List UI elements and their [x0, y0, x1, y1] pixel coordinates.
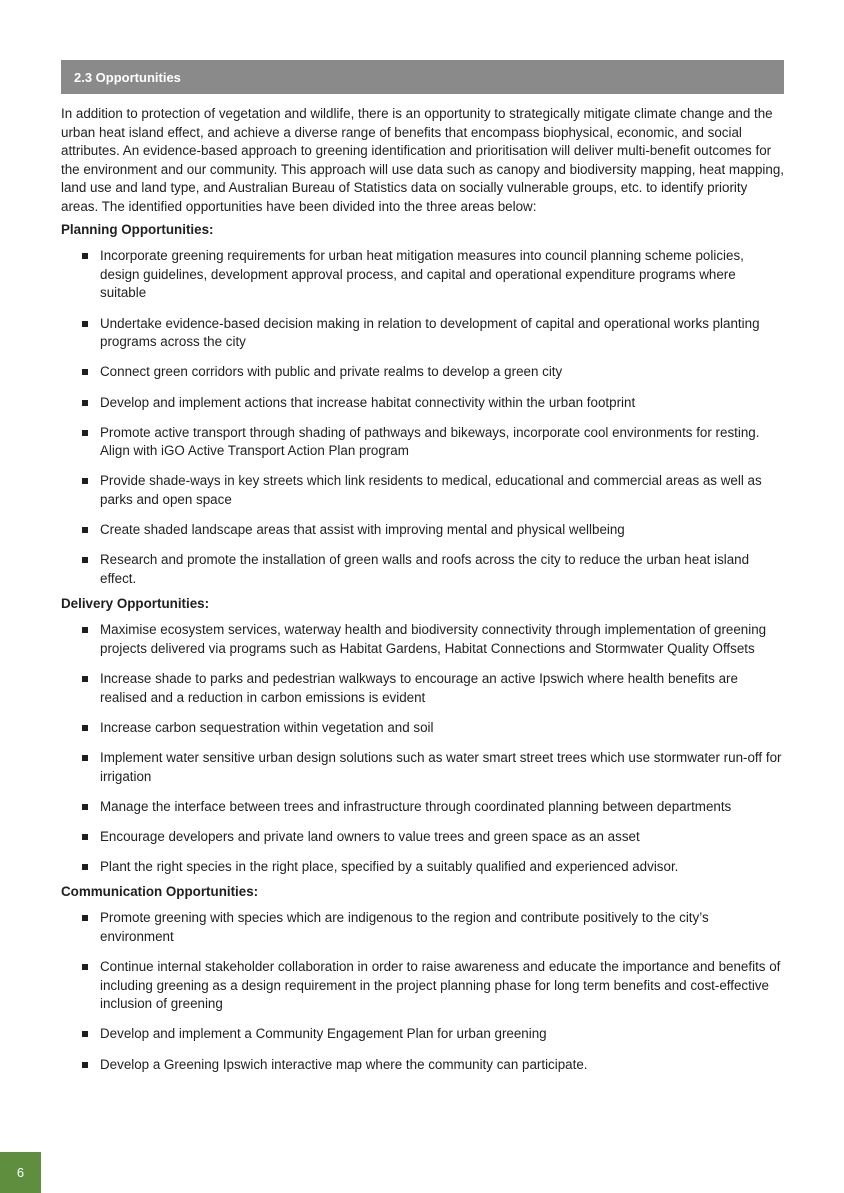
list-item: Develop a Greening Ipswich interactive map where the community can participate.	[61, 1056, 785, 1075]
list-item: Develop and implement a Community Engagement Plan for urban greening	[61, 1025, 785, 1044]
list-item: Incorporate greening requirements for urban heat mitigation measures into council planning scheme policies, design guidelines, development approval process, and capital and operational expenditure programs where suitable	[61, 247, 785, 303]
planning-list	[61, 247, 785, 588]
list-item: Undertake evidence-based decision making in relation to development of capital and operational works planting programs across the city	[61, 315, 785, 352]
intro-paragraph: In addition to protection of vegetation and wildlife, there is an opportunity to strategically mitigate climate change and the urban heat island effect, and achieve a diverse range of benefits that encompass biophysical, economic, and social attributes. An evidence-based approach to greening identification and prioritisation will deliver multi-benefit outcomes for the environment and our community. This approach will use data such as canopy and biodiversity mapping, heat mapping, land use and land type, and Australian Bureau of Statistics data on socially vulnerable groups, etc. to identify priority areas. The identified opportunities have been divided into the three areas below:	[61, 106, 785, 214]
list-item: Increase carbon sequestration within vegetation and soil	[61, 719, 785, 738]
page-number-badge	[0, 1152, 41, 1193]
page-number: 6	[16, 1165, 25, 1180]
list-item: Increase shade to parks and pedestrian walkways to encourage an active Ipswich where health benefits are realised and a reduction in carbon emissions is evident	[61, 670, 785, 707]
section-title: 2.3 Opportunities	[74, 69, 181, 85]
list-item: Research and promote the installation of green walls and roofs across the city to reduce the urban heat island effect.	[61, 551, 785, 588]
list-item: Promote greening with species which are indigenous to the region and contribute positively to the city’s environment	[61, 909, 785, 946]
communication-heading: Communication Opportunities:	[61, 883, 259, 899]
list-item: Connect green corridors with public and private realms to develop a green city	[61, 363, 785, 382]
page-content	[61, 105, 785, 1086]
planning-heading: Planning Opportunities:	[61, 221, 214, 237]
list-item: Continue internal stakeholder collaboration in order to raise awareness and educate the importance and benefits of including greening as a design requirement in the project planning phase for long term benefits and cost-effective inclusion of greening	[61, 958, 785, 1014]
delivery-heading: Delivery Opportunities:	[61, 595, 210, 611]
list-item: Create shaded landscape areas that assist with improving mental and physical wellbeing	[61, 521, 785, 540]
list-item: Provide shade-ways in key streets which link residents to medical, educational and commercial areas as well as parks and open space	[61, 472, 785, 509]
list-item: Promote active transport through shading of pathways and bikeways, incorporate cool environments for resting. Align with iGO Active Transport Action Plan program	[61, 424, 785, 461]
section-header	[61, 60, 784, 94]
list-item: Encourage developers and private land owners to value trees and green space as an asset	[61, 828, 785, 847]
list-item: Implement water sensitive urban design solutions such as water smart street trees which use stormwater run-off for irrigation	[61, 749, 785, 786]
list-item: Maximise ecosystem services, waterway health and biodiversity connectivity through implementation of greening projects delivered via programs such as Habitat Gardens, Habitat Connections and Stormwater Quality Offsets	[61, 621, 785, 658]
list-item: Manage the interface between trees and infrastructure through coordinated planning between departments	[61, 798, 785, 817]
delivery-list	[61, 621, 785, 877]
communication-list	[61, 909, 785, 1074]
list-item: Develop and implement actions that increase habitat connectivity within the urban footprint	[61, 394, 785, 413]
list-item: Plant the right species in the right place, specified by a suitably qualified and experienced advisor.	[61, 858, 785, 877]
